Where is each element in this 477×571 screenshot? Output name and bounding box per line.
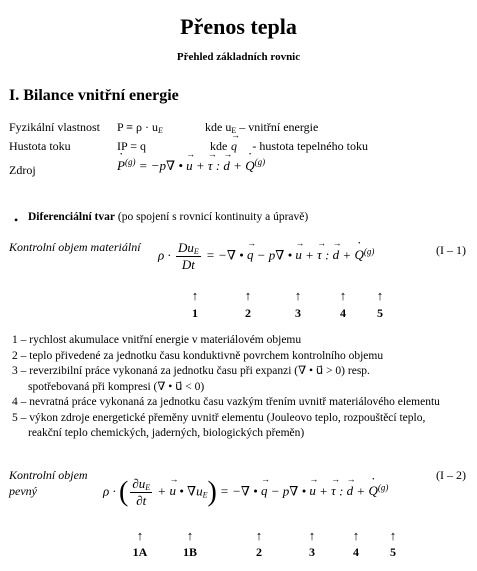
legend-item: 3 – reverzibilní práce vykonaná za jednotku času při expanzi (∇ • u⃗ > 0) resp. bbox=[12, 365, 370, 377]
eq2-arrow-2: ↑ bbox=[255, 528, 263, 543]
eq2-arrow-label: 4 bbox=[353, 545, 359, 559]
eq1-arrow-3: ↑ bbox=[294, 288, 302, 303]
eq2-fraction: $\frac{\partial u_E}{\partial t}$ bbox=[132, 476, 151, 508]
legend-item-cont: spotřebovaná při kompresi (∇ • u⃗ < 0) bbox=[28, 380, 205, 393]
def-expr-sub: E bbox=[157, 126, 163, 135]
eq2-arrow-5: ↑ bbox=[389, 528, 397, 543]
page-title: Přenos tepla bbox=[180, 14, 297, 39]
page-subtitle: Přehled základních rovnic bbox=[176, 51, 301, 63]
eq2-label-line2: pevný bbox=[9, 484, 37, 498]
eq1-arrow-label: 5 bbox=[377, 306, 383, 320]
eq1-equation: ρ · $\frac{Du_E}{Dt}$ = −∇ • → q − p∇ • → u + → τ : → d + · $Q^{(g)}$ bbox=[158, 240, 374, 273]
eq2-arrow-3: ↑ bbox=[308, 528, 316, 543]
zdroj-sup-right: (g) bbox=[254, 157, 266, 167]
def-expr-vlastnost bbox=[117, 120, 163, 135]
eq1-arrow-label: 3 bbox=[295, 306, 301, 320]
eq2-sup: (g) bbox=[377, 482, 389, 493]
eq2-arrow-label: 2 bbox=[256, 545, 262, 559]
legend-item: 5 – výkon zdroje energetické přeměny uvnitř elementu (Jouleovo teplo, rozpouštěcí teplo, bbox=[12, 411, 426, 424]
eq1-arrow-5: ↑ bbox=[376, 288, 384, 303]
eq1-fraction: $\frac{Du_E}{Dt}$ bbox=[178, 240, 199, 272]
eq1-arrow-2: ↑ bbox=[244, 288, 252, 303]
def-note-sub: E bbox=[231, 126, 237, 135]
bullet-bold: Diferenciální tvar bbox=[28, 211, 115, 223]
bullet-dot: • bbox=[14, 213, 19, 227]
eq2-equation: ρ · ( $\frac{\partial u_E}{\partial t}$ + → u • $\nabla u_E$) = −∇ • → q − p∇ • → u + → τ : → d + · $Q^{(g)}$ bbox=[103, 476, 388, 509]
legend-item: 4 – nevratná práce vykonaná za jednotku času vazkým třením uvnitř materiálového elementu bbox=[12, 396, 440, 408]
legend-item: 2 – teplo přivedené za jednotku času konduktivně povrchem kontrolního objemu bbox=[12, 349, 384, 362]
def-label-zdroj: Zdroj bbox=[9, 163, 36, 177]
eq1-arrow-label: 4 bbox=[340, 306, 346, 320]
zdroj-sup-left: (g) bbox=[124, 157, 136, 167]
eq2-arrow-label: 3 bbox=[309, 545, 315, 559]
eq2-arrow-label: 5 bbox=[390, 545, 396, 559]
def-expr-hustota: IP = q bbox=[117, 139, 146, 153]
def-label-hustota: Hustota toku bbox=[9, 139, 71, 153]
q-vector-symbol: → q bbox=[231, 139, 237, 154]
eq2-number: (I – 2) bbox=[436, 468, 466, 482]
def-note-hustota-rest: - hustota tepelného toku bbox=[249, 139, 368, 153]
def-note-kde: kde bbox=[210, 139, 228, 153]
def-expr-text: P ≡ ρ · u bbox=[117, 120, 158, 134]
eq1-label: Kontrolní objem materiální bbox=[9, 240, 141, 254]
def-note-vlastnost bbox=[205, 120, 318, 135]
def-label-vlastnost: Fyzikální vlastnost bbox=[9, 120, 100, 134]
eq1-arrow-label: 1 bbox=[192, 306, 198, 320]
eq2-arrow-4: ↑ bbox=[352, 528, 360, 543]
eq1-sup: (g) bbox=[363, 246, 375, 257]
eq1-number: (I – 1) bbox=[436, 243, 466, 257]
def-note-rest: – vnitřní energie bbox=[236, 120, 319, 134]
eq2-label-line1: Kontrolní objem bbox=[9, 468, 88, 482]
bullet-rest: (po spojení s rovnicí kontinuity a úpravě) bbox=[114, 211, 309, 223]
eq2-arrow-label: 1B bbox=[182, 545, 197, 559]
eq1-arrow-4: ↑ bbox=[339, 288, 347, 303]
def-note-text: kde u bbox=[205, 120, 232, 134]
eq1-arrow-1: ↑ bbox=[191, 288, 199, 303]
section-heading: I. Bilance vnitřní energie bbox=[9, 87, 179, 104]
eq2-arrow-label: 1A bbox=[132, 545, 148, 559]
legend-list bbox=[12, 333, 440, 442]
eq2-arrow-1b: ↑ bbox=[186, 528, 194, 543]
zdroj-equation: · $P^{(g)} = -p\nabla$ • → u + → τ : → d + · $Q^{(g)}$ bbox=[117, 157, 265, 174]
eq2-arrow-1a: ↑ bbox=[136, 528, 144, 543]
eq1-arrow-label: 2 bbox=[245, 306, 251, 320]
bullet-text bbox=[28, 211, 308, 223]
legend-item-cont: reakční teplo chemických, jaderných, biologických přeměn) bbox=[28, 427, 305, 439]
legend-item: 1 – rychlost akumulace vnitřní energie v materiálovém objemu bbox=[12, 334, 302, 346]
